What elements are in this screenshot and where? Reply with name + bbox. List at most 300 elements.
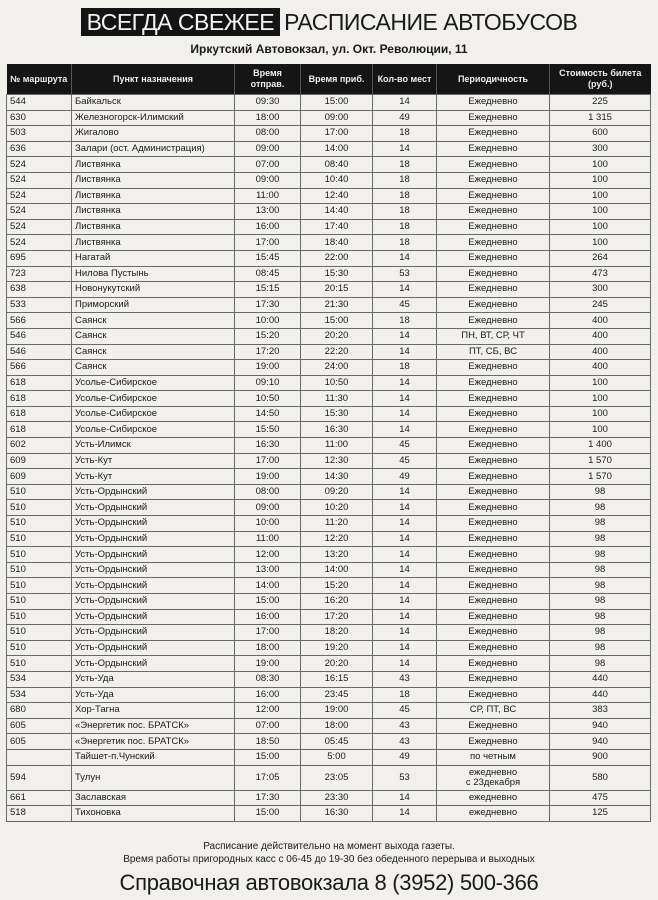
destination: Листвянка: [72, 204, 235, 220]
seat-count: 45: [373, 438, 437, 454]
ticket-price: 475: [550, 790, 651, 806]
frequency: Ежедневно: [437, 250, 550, 266]
destination: Саянск: [72, 313, 235, 329]
departure-time: 17:30: [235, 790, 301, 806]
ticket-price: 98: [550, 640, 651, 656]
seat-count: 14: [373, 95, 437, 111]
table-row: [7, 219, 651, 235]
seat-count: 53: [373, 266, 437, 282]
ticket-price: 1 315: [550, 110, 651, 126]
departure-time: 07:00: [235, 718, 301, 734]
destination: Хор-Тагна: [72, 703, 235, 719]
table-row: [7, 703, 651, 719]
route-number: 524: [7, 172, 72, 188]
seat-count: 18: [373, 313, 437, 329]
destination: Усть-Ордынский: [72, 516, 235, 532]
seat-count: 45: [373, 453, 437, 469]
seat-count: 14: [373, 328, 437, 344]
destination: Жигалово: [72, 126, 235, 142]
ticket-price: 100: [550, 157, 651, 173]
table-row: [7, 594, 651, 610]
departure-time: 17:20: [235, 344, 301, 360]
destination: Усть-Ордынский: [72, 578, 235, 594]
route-number: 605: [7, 734, 72, 750]
arrival-time: 15:30: [301, 266, 373, 282]
arrival-time: 23:05: [301, 765, 373, 790]
ticket-price: 1 400: [550, 438, 651, 454]
seat-count: 49: [373, 749, 437, 765]
arrival-time: 10:40: [301, 172, 373, 188]
frequency: Ежедневно: [437, 157, 550, 173]
departure-time: 14:50: [235, 406, 301, 422]
destination: Листвянка: [72, 157, 235, 173]
route-number: 510: [7, 625, 72, 641]
table-row: [7, 266, 651, 282]
arrival-time: 11:30: [301, 391, 373, 407]
departure-time: 13:00: [235, 204, 301, 220]
seat-count: 14: [373, 790, 437, 806]
ticket-price: 100: [550, 391, 651, 407]
table-row: [7, 141, 651, 157]
departure-time: 15:20: [235, 328, 301, 344]
route-number: [7, 749, 72, 765]
seat-count: 14: [373, 609, 437, 625]
departure-time: 09:00: [235, 172, 301, 188]
destination: Железногорск-Илимский: [72, 110, 235, 126]
ticket-price: 473: [550, 266, 651, 282]
ticket-price: 400: [550, 344, 651, 360]
departure-time: 14:00: [235, 578, 301, 594]
ticket-price: 100: [550, 188, 651, 204]
route-number: 524: [7, 235, 72, 251]
seat-count: 14: [373, 391, 437, 407]
route-number: 534: [7, 671, 72, 687]
frequency: Ежедневно: [437, 469, 550, 485]
route-number: 609: [7, 469, 72, 485]
seat-count: 14: [373, 141, 437, 157]
table-row: [7, 547, 651, 563]
seat-count: 14: [373, 422, 437, 438]
arrival-time: 15:20: [301, 578, 373, 594]
ticket-price: 100: [550, 235, 651, 251]
departure-time: 16:00: [235, 687, 301, 703]
departure-time: 17:00: [235, 453, 301, 469]
ticket-price: 98: [550, 578, 651, 594]
route-number: 630: [7, 110, 72, 126]
frequency: Ежедневно: [437, 687, 550, 703]
table-row: [7, 297, 651, 313]
departure-time: 17:00: [235, 625, 301, 641]
table-row: [7, 453, 651, 469]
departure-time: 15:00: [235, 749, 301, 765]
seat-count: 14: [373, 282, 437, 298]
route-number: 695: [7, 250, 72, 266]
table-row: [7, 391, 651, 407]
destination: Листвянка: [72, 235, 235, 251]
frequency: ежедневно: [437, 806, 550, 822]
frequency: Ежедневно: [437, 141, 550, 157]
route-number: 602: [7, 438, 72, 454]
table-row: [7, 790, 651, 806]
seat-count: 14: [373, 640, 437, 656]
arrival-time: 14:40: [301, 204, 373, 220]
frequency: Ежедневно: [437, 516, 550, 532]
frequency: Ежедневно: [437, 313, 550, 329]
departure-time: 09:00: [235, 141, 301, 157]
table-row: [7, 126, 651, 142]
destination: Заславская: [72, 790, 235, 806]
arrival-time: 08:40: [301, 157, 373, 173]
frequency: Ежедневно: [437, 297, 550, 313]
frequency: Ежедневно: [437, 640, 550, 656]
departure-time: 19:00: [235, 360, 301, 376]
ticket-price: 440: [550, 687, 651, 703]
arrival-time: 24:00: [301, 360, 373, 376]
frequency: по четным: [437, 749, 550, 765]
route-number: 510: [7, 562, 72, 578]
frequency: Ежедневно: [437, 734, 550, 750]
seat-count: 14: [373, 500, 437, 516]
arrival-time: 19:00: [301, 703, 373, 719]
ticket-price: 440: [550, 671, 651, 687]
seat-count: 14: [373, 531, 437, 547]
arrival-time: 17:00: [301, 126, 373, 142]
departure-time: 08:00: [235, 484, 301, 500]
departure-time: 15:15: [235, 282, 301, 298]
table-row: [7, 406, 651, 422]
table-row: [7, 500, 651, 516]
destination: Нилова Пустынь: [72, 266, 235, 282]
frequency: Ежедневно: [437, 360, 550, 376]
column-header: Время приб.: [301, 64, 373, 95]
destination: Усть-Уда: [72, 687, 235, 703]
destination: Усть-Ордынский: [72, 594, 235, 610]
arrival-time: 18:00: [301, 718, 373, 734]
destination: Усть-Ордынский: [72, 562, 235, 578]
ticket-price: 1 570: [550, 469, 651, 485]
ticket-price: 580: [550, 765, 651, 790]
table-row: [7, 110, 651, 126]
arrival-time: 16:30: [301, 806, 373, 822]
seat-count: 14: [373, 344, 437, 360]
arrival-time: 18:20: [301, 625, 373, 641]
departure-time: 15:45: [235, 250, 301, 266]
seat-count: 18: [373, 687, 437, 703]
ticket-price: 100: [550, 204, 651, 220]
seat-count: 43: [373, 734, 437, 750]
header-row: [7, 64, 651, 95]
arrival-time: 21:30: [301, 297, 373, 313]
arrival-time: 10:20: [301, 500, 373, 516]
arrival-time: 15:00: [301, 313, 373, 329]
table-row: [7, 328, 651, 344]
departure-time: 16:00: [235, 609, 301, 625]
departure-time: 08:45: [235, 266, 301, 282]
ticket-price: 98: [550, 609, 651, 625]
ticket-price: 900: [550, 749, 651, 765]
destination: Листвянка: [72, 188, 235, 204]
arrival-time: 17:40: [301, 219, 373, 235]
route-number: 510: [7, 578, 72, 594]
route-number: 594: [7, 765, 72, 790]
seat-count: 43: [373, 671, 437, 687]
departure-time: 17:30: [235, 297, 301, 313]
table-row: [7, 484, 651, 500]
route-number: 510: [7, 500, 72, 516]
table-row: [7, 656, 651, 672]
frequency: Ежедневно: [437, 391, 550, 407]
route-number: 618: [7, 422, 72, 438]
ticket-price: 98: [550, 625, 651, 641]
destination: Усть-Ордынский: [72, 609, 235, 625]
table-row: [7, 204, 651, 220]
ticket-price: 98: [550, 594, 651, 610]
destination: Усть-Ордынский: [72, 531, 235, 547]
arrival-time: 14:30: [301, 469, 373, 485]
frequency: Ежедневно: [437, 95, 550, 111]
departure-time: 09:30: [235, 95, 301, 111]
arrival-time: 11:00: [301, 438, 373, 454]
departure-time: 09:00: [235, 500, 301, 516]
arrival-time: 23:30: [301, 790, 373, 806]
departure-time: 11:00: [235, 531, 301, 547]
table-row: [7, 531, 651, 547]
seat-count: 18: [373, 157, 437, 173]
destination: Залари (ост. Администрация): [72, 141, 235, 157]
departure-time: 10:50: [235, 391, 301, 407]
ticket-price: 225: [550, 95, 651, 111]
seat-count: 43: [373, 718, 437, 734]
seat-count: 14: [373, 547, 437, 563]
table-row: [7, 625, 651, 641]
arrival-time: 15:30: [301, 406, 373, 422]
table-row: [7, 765, 651, 790]
table-row: [7, 313, 651, 329]
table-row: [7, 562, 651, 578]
ticket-price: 98: [550, 547, 651, 563]
ticket-price: 245: [550, 297, 651, 313]
arrival-time: 5:00: [301, 749, 373, 765]
seat-count: 49: [373, 110, 437, 126]
frequency: Ежедневно: [437, 547, 550, 563]
page-header: [0, 8, 658, 36]
arrival-time: 22:00: [301, 250, 373, 266]
departure-time: 10:00: [235, 516, 301, 532]
seat-count: 18: [373, 172, 437, 188]
ticket-price: 100: [550, 422, 651, 438]
frequency: Ежедневно: [437, 235, 550, 251]
frequency: Ежедневно: [437, 266, 550, 282]
frequency: Ежедневно: [437, 578, 550, 594]
table-row: [7, 640, 651, 656]
departure-time: 15:50: [235, 422, 301, 438]
table-row: [7, 282, 651, 298]
seat-count: 14: [373, 250, 437, 266]
destination: Усолье-Сибирское: [72, 391, 235, 407]
departure-time: 19:00: [235, 656, 301, 672]
destination: Саянск: [72, 344, 235, 360]
ticket-price: 100: [550, 406, 651, 422]
seat-count: 18: [373, 235, 437, 251]
seat-count: 14: [373, 625, 437, 641]
seat-count: 18: [373, 188, 437, 204]
table-row: [7, 516, 651, 532]
destination: Усть-Ордынский: [72, 625, 235, 641]
route-number: 524: [7, 157, 72, 173]
seat-count: 18: [373, 360, 437, 376]
destination: «Энергетик пос. БРАТСК»: [72, 718, 235, 734]
route-number: 524: [7, 219, 72, 235]
seat-count: 14: [373, 806, 437, 822]
departure-time: 13:00: [235, 562, 301, 578]
frequency: Ежедневно: [437, 531, 550, 547]
route-number: 534: [7, 687, 72, 703]
ticket-price: 98: [550, 484, 651, 500]
ticket-price: 98: [550, 516, 651, 532]
departure-time: 10:00: [235, 313, 301, 329]
table-row: [7, 578, 651, 594]
arrival-time: 18:40: [301, 235, 373, 251]
arrival-time: 20:20: [301, 656, 373, 672]
route-number: 510: [7, 640, 72, 656]
destination: Приморский: [72, 297, 235, 313]
frequency: СР, ПТ, ВС: [437, 703, 550, 719]
ticket-price: 98: [550, 562, 651, 578]
ticket-price: 400: [550, 360, 651, 376]
arrival-time: 11:20: [301, 516, 373, 532]
departure-time: 12:00: [235, 703, 301, 719]
arrival-time: 09:00: [301, 110, 373, 126]
route-number: 723: [7, 266, 72, 282]
table-row: [7, 749, 651, 765]
footer-note: Расписание действительно на момент выхода газеты.: [203, 841, 455, 852]
column-header: Пункт назначения: [72, 64, 235, 95]
footer-hours: Время работы пригородных касс с 06-45 до 19-30 без обеденного перерыва и выходных: [123, 854, 535, 865]
departure-time: 15:00: [235, 806, 301, 822]
destination: Усть-Уда: [72, 671, 235, 687]
route-number: 544: [7, 95, 72, 111]
ticket-price: 100: [550, 375, 651, 391]
schedule-body: [7, 95, 651, 822]
departure-time: 08:00: [235, 126, 301, 142]
table-row: [7, 188, 651, 204]
ticket-price: 383: [550, 703, 651, 719]
arrival-time: 14:00: [301, 562, 373, 578]
arrival-time: 22:20: [301, 344, 373, 360]
frequency: Ежедневно: [437, 625, 550, 641]
table-row: [7, 172, 651, 188]
seat-count: 14: [373, 656, 437, 672]
ticket-price: 400: [550, 328, 651, 344]
destination: Усть-Ордынский: [72, 484, 235, 500]
frequency: Ежедневно: [437, 484, 550, 500]
frequency: Ежедневно: [437, 656, 550, 672]
destination: Усолье-Сибирское: [72, 375, 235, 391]
route-number: 661: [7, 790, 72, 806]
route-number: 524: [7, 188, 72, 204]
column-header: Стоимость билета (руб.): [550, 64, 651, 95]
route-number: 510: [7, 547, 72, 563]
seat-count: 45: [373, 703, 437, 719]
route-number: 566: [7, 313, 72, 329]
arrival-time: 16:15: [301, 671, 373, 687]
seat-count: 14: [373, 375, 437, 391]
route-number: 533: [7, 297, 72, 313]
frequency: Ежедневно: [437, 453, 550, 469]
column-header: Периодичность: [437, 64, 550, 95]
destination: Усолье-Сибирское: [72, 406, 235, 422]
departure-time: 17:00: [235, 235, 301, 251]
destination: Усолье-Сибирское: [72, 422, 235, 438]
frequency: Ежедневно: [437, 219, 550, 235]
frequency: Ежедневно: [437, 594, 550, 610]
ticket-price: 98: [550, 500, 651, 516]
departure-time: 16:00: [235, 219, 301, 235]
destination: Усть-Ордынский: [72, 547, 235, 563]
arrival-time: 09:20: [301, 484, 373, 500]
arrival-time: 13:20: [301, 547, 373, 563]
ticket-price: 125: [550, 806, 651, 822]
route-number: 618: [7, 406, 72, 422]
frequency: Ежедневно: [437, 671, 550, 687]
seat-count: 14: [373, 516, 437, 532]
arrival-time: 10:50: [301, 375, 373, 391]
arrival-time: 12:40: [301, 188, 373, 204]
arrival-time: 05:45: [301, 734, 373, 750]
seat-count: 45: [373, 297, 437, 313]
frequency: Ежедневно: [437, 500, 550, 516]
column-header: Кол-во мест: [373, 64, 437, 95]
frequency: Ежедневно: [437, 172, 550, 188]
destination: Саянск: [72, 360, 235, 376]
ticket-price: 300: [550, 282, 651, 298]
seat-count: 18: [373, 219, 437, 235]
destination: Тулун: [72, 765, 235, 790]
seat-count: 18: [373, 126, 437, 142]
route-number: 618: [7, 391, 72, 407]
seat-count: 14: [373, 484, 437, 500]
arrival-time: 19:20: [301, 640, 373, 656]
column-header: Время отправ.: [235, 64, 301, 95]
table-row: [7, 671, 651, 687]
departure-time: 18:00: [235, 640, 301, 656]
frequency: ежедневно: [437, 790, 550, 806]
departure-time: 12:00: [235, 547, 301, 563]
ticket-price: 600: [550, 126, 651, 142]
seat-count: 14: [373, 578, 437, 594]
route-number: 546: [7, 344, 72, 360]
destination: Усть-Илимск: [72, 438, 235, 454]
phone-line: Справочная автовокзала 8 (3952) 500-366: [119, 870, 539, 895]
destination: Саянск: [72, 328, 235, 344]
route-number: 546: [7, 328, 72, 344]
frequency: Ежедневно: [437, 204, 550, 220]
table-row: [7, 734, 651, 750]
route-number: 503: [7, 126, 72, 142]
arrival-time: 12:20: [301, 531, 373, 547]
route-number: 566: [7, 360, 72, 376]
arrival-time: 14:00: [301, 141, 373, 157]
ticket-price: 100: [550, 219, 651, 235]
ticket-price: 400: [550, 313, 651, 329]
route-number: 510: [7, 594, 72, 610]
seat-count: 53: [373, 765, 437, 790]
table-row: [7, 422, 651, 438]
seat-count: 14: [373, 406, 437, 422]
destination: Усть-Ордынский: [72, 500, 235, 516]
destination: Байкальск: [72, 95, 235, 111]
route-number: 618: [7, 375, 72, 391]
